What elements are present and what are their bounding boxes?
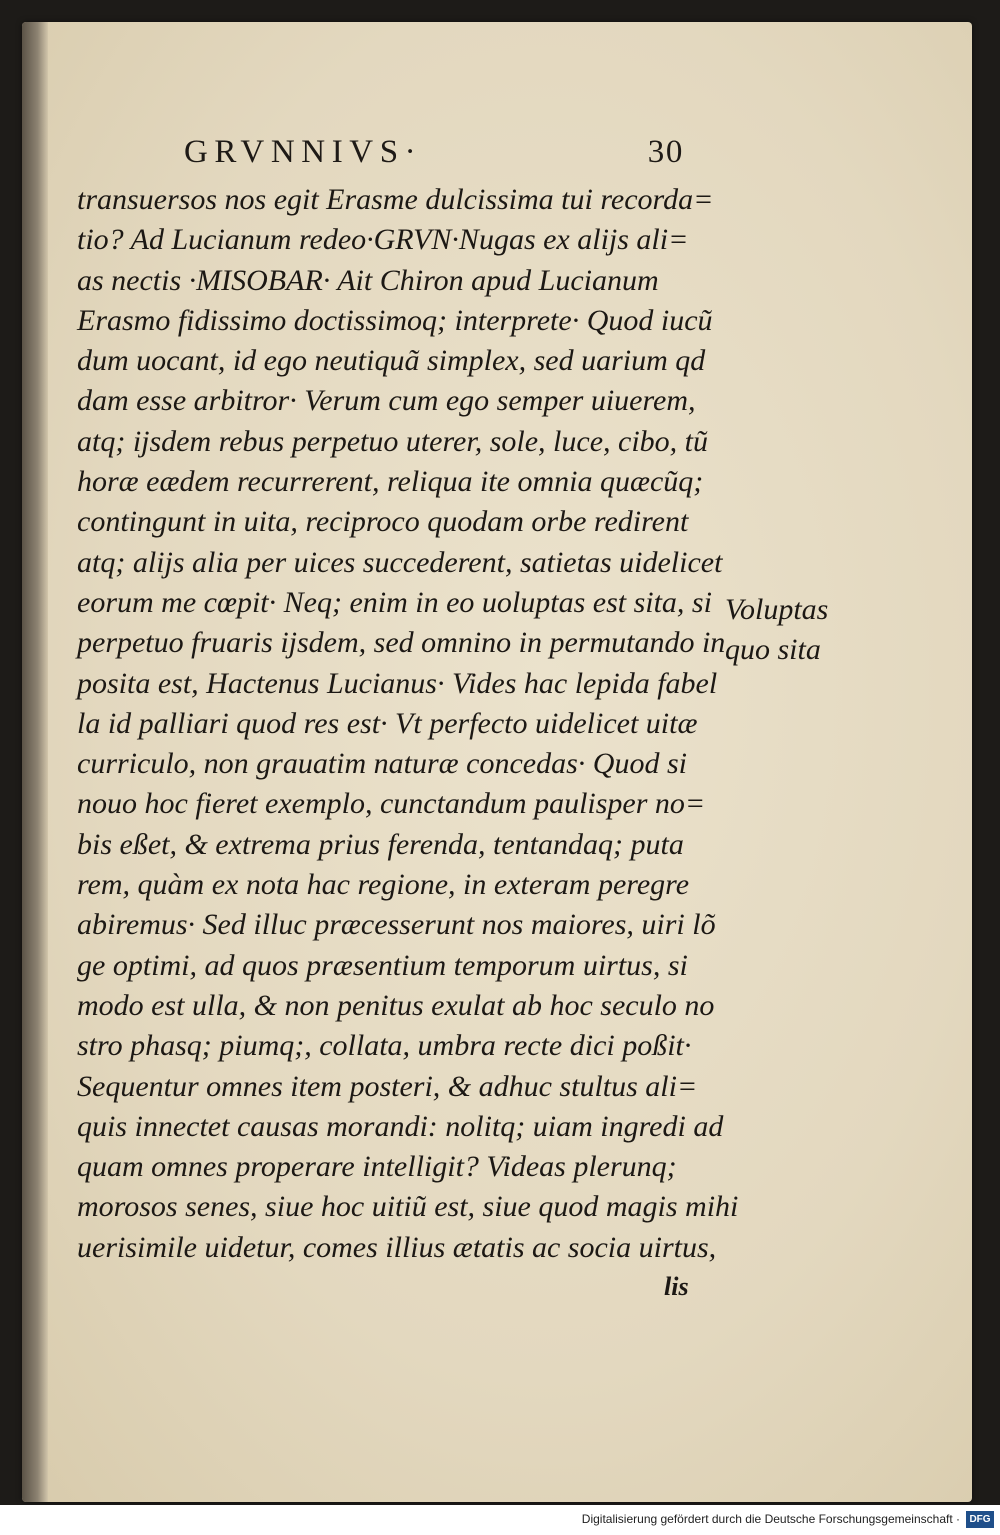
text-line: as nectis ·MISOBAR· Ait Chiron apud Lucianum xyxy=(77,263,659,297)
text-line: la id palliari quod res est· Vt perfecto uidelicet uitæ xyxy=(77,706,698,740)
text-line: stro phasq; piumq;, collata, umbra recte dici poßit· xyxy=(77,1029,692,1063)
text-line: dum uocant, id ego neutiquã simplex, sed uarium qd xyxy=(77,344,706,378)
book-page xyxy=(22,22,972,1502)
text-line: dam esse arbitror· Verum cum ego semper uiuerem, xyxy=(77,384,696,418)
binding-gutter xyxy=(22,22,48,1502)
text-line: quis innectet causas morandi: nolitq; uiam ingredi ad xyxy=(77,1109,724,1143)
text-line: Sequentur omnes item posteri, & adhuc stultus ali= xyxy=(77,1069,698,1103)
funding-credit: Digitalisierung gefördert durch die Deutsche Forschungsgemeinschaft · xyxy=(581,1512,960,1526)
text-line: horæ eædem recurrerent, reliqua ite omnia quæcũq; xyxy=(77,465,704,499)
text-line: ge optimi, ad quos præsentium temporum uirtus, si xyxy=(77,948,688,982)
dfg-logo: DFG xyxy=(966,1511,994,1528)
folio-number: 30 xyxy=(647,134,684,170)
text-line: quam omnes properare intelligit? Videas plerunq; xyxy=(77,1150,677,1184)
text-line: posita est, Hactenus Lucianus· Vides hac lepida fabel xyxy=(77,666,718,700)
catchword: lis xyxy=(664,1272,689,1301)
text-line: eorum me cœpit· Neq; enim in eo uoluptas est sita, si xyxy=(77,585,712,619)
text-line: tio? Ad Lucianum redeo·GRVN·Nugas ex alijs ali= xyxy=(77,223,689,257)
running-head xyxy=(184,134,684,174)
text-line: bis eßet, & extrema prius ferenda, tentandaq; puta xyxy=(77,827,684,861)
text-line: transuersos nos egit Erasme dulcissima tui recorda= xyxy=(77,183,714,216)
text-line: Erasmo fidissimo doctissimoq; interprete· Quod iucũ xyxy=(77,303,713,337)
text-line: uerisimile uidetur, comes illius ætatis ac socia uirtus, xyxy=(77,1230,717,1264)
body-text xyxy=(77,180,739,1268)
text-line: atq; alijs alia per uices succederent, satietas uidelicet xyxy=(77,545,723,579)
text-line: morosos senes, siue hoc uitiũ est, siue quod magis mihi xyxy=(77,1190,739,1224)
text-line: nouo hoc fieret exemplo, cunctandum paulisper no= xyxy=(77,787,706,821)
text-line: modo est ulla, & non penitus exulat ab hoc seculo no xyxy=(77,988,715,1022)
marginal-note xyxy=(725,590,845,671)
text-line: perpetuo fruaris ijsdem, sed omnino in permutando in xyxy=(77,626,726,660)
text-line: rem, quàm ex nota hac regione, in exteram peregre xyxy=(77,868,690,902)
text-line: atq; ijsdem rebus perpetuo uterer, sole, luce, cibo, tũ xyxy=(77,424,708,458)
text-line: abiremus· Sed illuc præcesserunt nos maiores, uiri lõ xyxy=(77,908,716,942)
footer-bar xyxy=(0,1505,1000,1535)
text-line: curriculo, non grauatim naturæ concedas· Quod si xyxy=(77,747,687,781)
text-line: contingunt in uita, reciproco quodam orbe redirent xyxy=(77,505,689,539)
running-title: GRVNNIVS· xyxy=(184,134,423,170)
marginal-note-line: quo sita xyxy=(725,633,821,667)
marginal-note-line: Voluptas xyxy=(725,593,829,626)
